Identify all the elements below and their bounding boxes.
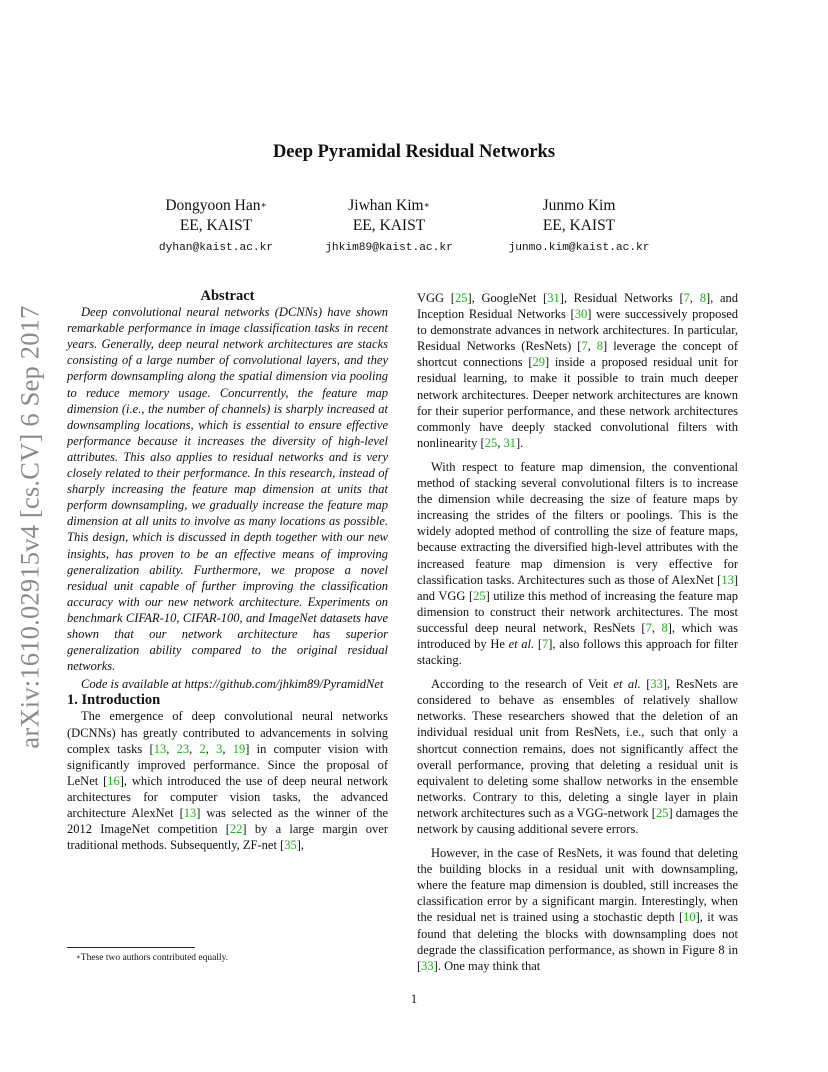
right-column [417, 290, 738, 974]
author-block-1 [116, 196, 316, 254]
citation-link[interactable]: 33 [421, 958, 434, 973]
citation-link[interactable]: 13 [721, 572, 734, 587]
intro-paragraph: The emergence of deep convolutional neural networks (DCNNs) has greatly contributed to advancements in solving complex tasks [13, 23, 2, 3, 19] in computer vision with significantly improved performance. Since the proposal of LeNet [16], which introduced the use of deep neural network architectures for computer vision tasks, the advanced architecture AlexNet [13] was selected as the winner of the 2012 ImageNet competition [22] by a large margin over traditional methods. Subsequently, ZF-net [35], [67, 709, 389, 853]
citation-link[interactable]: 31 [503, 435, 516, 450]
citation-link[interactable]: 13 [153, 741, 167, 756]
citation-link[interactable]: 16 [107, 773, 120, 788]
citation-link[interactable]: 7 [645, 620, 652, 635]
author-affiliation: EE, KAIST [542, 217, 616, 234]
author-email: jhkim89@kaist.ac.kr [325, 242, 453, 254]
citation-link[interactable]: 19 [232, 741, 246, 756]
arxiv-stamp [8, 292, 52, 762]
citation-link[interactable]: 23 [176, 741, 190, 756]
citation-link[interactable]: 7 [581, 339, 588, 354]
author-affiliation: EE, KAIST [352, 217, 426, 234]
citation-link[interactable]: 8 [661, 620, 668, 635]
body-paragraph: According to the research of Veit et al. [33], ResNets are considered to behave as ensembles of relatively shallow networks. These researchers showed that the deletion of an individual residual unit from ResNets, i.e., such that only a shortcut connection remains, does not significantly affect the overall performance, proving that deleting a residual unit is equivalent to deleting some shallow networks in the ensemble networks. Contrary to this, deleting a single layer in plain network architectures such as a VGG-network [25] damages the network by causing additional severe errors. [417, 677, 738, 836]
citation-link[interactable]: 3 [216, 741, 223, 756]
author-name: Junmo Kim [542, 197, 616, 214]
citation-link[interactable]: 10 [683, 910, 696, 925]
introduction-heading: 1. Introduction [67, 692, 161, 709]
author-affiliation: EE, KAIST [179, 217, 253, 234]
author-name: Dongyoon Han∗ [165, 197, 267, 214]
citation-link[interactable]: 31 [547, 291, 560, 305]
citation-link[interactable]: 22 [229, 822, 243, 837]
author-name: Jiwhan Kim∗ [348, 197, 430, 214]
body-paragraph: However, in the case of ResNets, it was found that deleting the building blocks in a residual unit with downsampling, where the feature map dimension is doubled, still increases the classification error by a significant margin. Interestingly, when the residual net is trained using a stochastic depth [10], it was found that deleting the blocks with downsampling does not degrade the classification performance, as shown in Figure 8 in [33]. One may think that [417, 846, 738, 973]
footnote: ∗These two authors contributed equally. [76, 953, 229, 963]
author-email: junmo.kim@kaist.ac.kr [508, 242, 650, 254]
citation-link[interactable]: 30 [574, 307, 588, 322]
abstract-heading: Abstract [200, 288, 255, 304]
citation-link[interactable]: 29 [532, 355, 545, 370]
footnote-divider [67, 947, 195, 948]
author-block-3 [479, 196, 679, 254]
citation-link[interactable]: 25 [655, 805, 669, 820]
citation-link[interactable]: 25 [484, 435, 498, 450]
citation-link[interactable]: 35 [284, 838, 297, 853]
citation-link[interactable]: 13 [183, 806, 197, 820]
citation-link[interactable]: 33 [650, 677, 663, 692]
abstract-text: Deep convolutional neural networks (DCNNs) have shown remarkable performance in image classification tasks in recent years. Generally, deep neural network architectures are stacks consisting of a large number of convolutional layers, and they perform downsampling along the spatial dimension via pooling to reduce memory usage. Concurrently, the feature map dimension (i.e., the number of channels) is sharply increased at downsampling locations, which is essential to ensure effective performance because it increases the diversity of high-level attributes. This also applies to residual networks and is very closely related to their performance. In this research, instead of sharply increasing the feature map dimension at units that perform downsampling, we gradually increase the feature map dimension at all units to involve as many locations as possible. This design, which is discussed in depth together with our new insights, has proven to be an effective means of improving generalization ability. Furthermore, we propose a novel residual unit capable of further improving the classification accuracy with our new network architecture. Experiments on benchmark CIFAR-10, CIFAR-100, and ImageNet datasets have shown that our network architecture has superior generalization ability compared to the original residual networks. [67, 305, 388, 674]
citation-link[interactable]: 7 [542, 636, 549, 651]
citation-link[interactable]: 8 [596, 339, 604, 354]
paper-title: Deep Pyramidal Residual Networks [272, 142, 556, 162]
author-block-2 [289, 196, 489, 254]
code-availability: Code is available at https://github.com/jhkim89/PyramidNet [81, 677, 384, 692]
body-paragraph: VGG [25], GoogleNet [31], Residual Networks [7, 8], and Inception Residual Networks [30] were successively proposed to demonstrate advances in network architectures. In particular, Residual Networks (ResNets) [7, 8] leverage the concept of shortcut connections [29] inside a proposed residual unit for residual learning, to make it possible to train much deeper network architectures. Deeper network architectures are known for their superior performance, and these network architectures commonly have deeply stacked convolutional filters with nonlinearity [25, 31]. [417, 291, 739, 450]
citation-link[interactable]: 2 [199, 741, 206, 756]
page-number: 1 [410, 992, 418, 1006]
citation-link[interactable]: 25 [473, 588, 486, 603]
citation-link[interactable]: 25 [454, 291, 468, 305]
citation-link[interactable]: 7 [683, 291, 690, 305]
arxiv-stamp-text: arXiv:1610.02915v4 [cs.CV] 6 Sep 2017 [14, 305, 45, 749]
left-column [67, 288, 388, 853]
citation-link[interactable]: 8 [699, 291, 706, 305]
body-paragraph: With respect to feature map dimension, the conventional method of stacking several convolutional filters is to increase the dimension while decreasing the size of feature maps by increasing the strides of the filters or poolings. This is the widely adopted method of controlling the size of feature maps, because extracting the diversified high-level attributes with the increased feature map dimension is very effective for classification tasks. Architectures such as those of AlexNet [13] and VGG [25] utilize this method of increasing the feature map dimension to construct their network architectures. The most successful deep neural network, ResNets [7, 8], which was introduced by He et al. [7], also follows this approach for filter stacking. [417, 459, 738, 668]
author-email: dyhan@kaist.ac.kr [158, 242, 274, 254]
